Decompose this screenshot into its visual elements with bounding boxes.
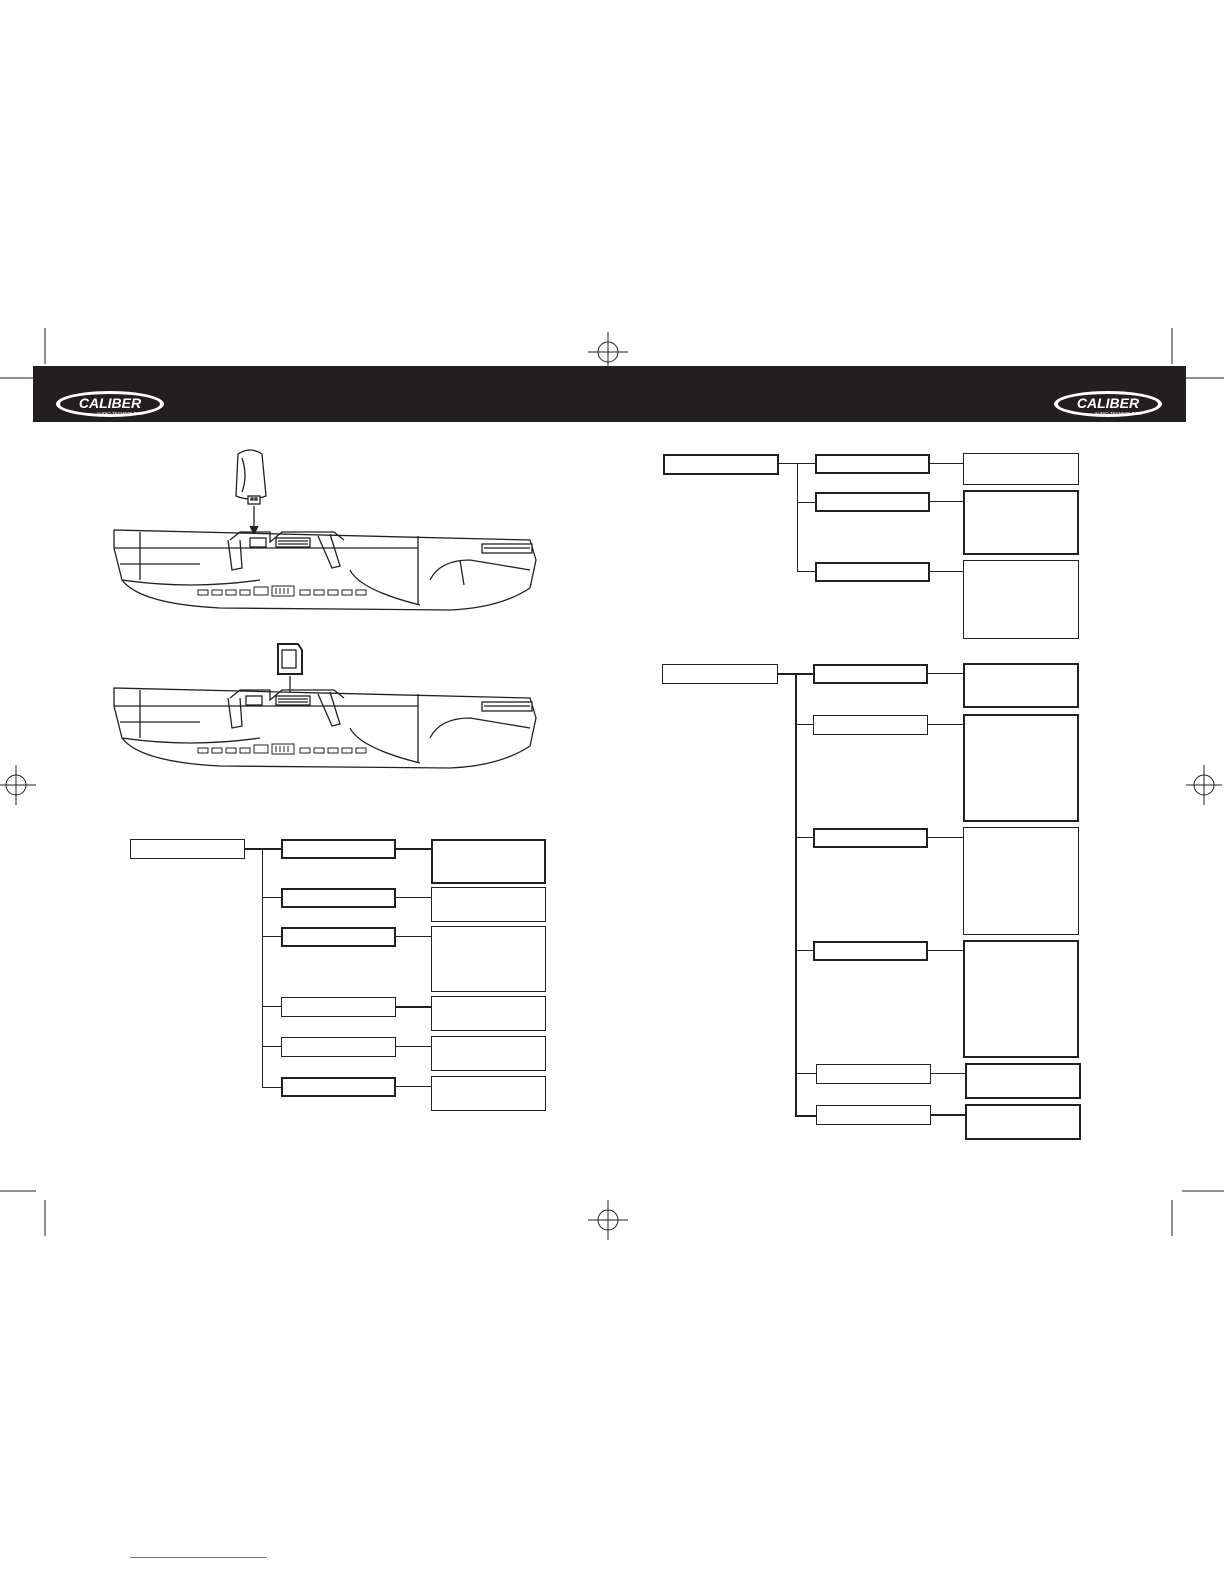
tree-branch-box [813,664,928,684]
tree-leaf-box [431,996,546,1031]
tree-leaf-box [431,1036,546,1071]
logo-tagline: AUDIO TECHNOLOGY [1094,411,1142,416]
tree-leaf-box [963,940,1079,1058]
connector [795,724,814,725]
connector [795,1115,817,1117]
connector [930,463,964,464]
connector [262,936,282,937]
tree-leaf-box [431,839,546,884]
connector [262,848,263,1088]
right-logo [1052,389,1164,419]
connector [795,837,814,838]
crop-crosshair-icon [0,765,40,805]
logo-tagline: AUDIO TECHNOLOGY [96,411,144,416]
crop-crosshair-icon [1182,765,1222,805]
tree-leaf-box [963,560,1079,639]
tree-leaf-box [965,1063,1081,1099]
tree-leaf-box [431,926,546,992]
connector [795,950,814,951]
tree-leaf-box [963,663,1079,708]
connector [262,1006,282,1007]
connector [928,950,964,951]
connector [931,1073,966,1074]
tree-leaf-box [431,1076,546,1111]
connector [396,848,432,850]
connector [396,1086,432,1087]
logo-brand: CALIBER [1076,395,1140,411]
connector [262,1046,282,1047]
connector [262,897,282,898]
connector [795,673,797,1117]
connector [396,897,432,898]
usb-insert-illustration [100,440,550,620]
tree-branch-box [281,888,396,908]
tree-branch-box [281,1037,396,1057]
connector [930,501,964,502]
tree-leaf-box [965,1104,1081,1140]
tree-branch-box [815,562,930,582]
connector [262,1087,282,1088]
tree-branch-box [813,715,928,735]
tree-root-box [662,664,778,684]
logo-brand: CALIBER [78,395,142,411]
tree-branch-box [281,997,396,1017]
connector [396,936,432,937]
tree-leaf-box [963,714,1079,822]
connector [797,571,816,572]
connector [778,673,816,675]
tree-leaf-box [431,887,546,922]
tree-branch-box [281,927,396,947]
connector [930,571,964,572]
sd-insert-illustration [100,640,550,780]
tree-branch-box [281,1077,396,1097]
tree-branch-box [816,1105,931,1125]
connector [797,502,816,503]
connector [797,463,798,572]
connector [396,1046,432,1047]
tree-leaf-box [963,453,1079,485]
tree-root-box [130,839,245,859]
connector [928,837,964,838]
connector [245,848,282,850]
header-bar [33,366,1186,422]
tree-branch-box [815,492,930,512]
connector [928,673,964,674]
usb-stick-icon [236,450,266,534]
connector [396,1006,432,1008]
left-logo [54,389,166,419]
connector [931,1114,966,1116]
crop-crosshair-icon [588,1200,628,1240]
tree-branch-box [815,454,930,474]
tree-branch-box [813,828,928,848]
connector [795,1073,817,1074]
bottom-rule [130,1557,267,1558]
tree-branch-box [813,941,928,961]
tree-branch-box [281,839,396,859]
tree-leaf-box [963,490,1079,555]
tree-branch-box [816,1064,931,1084]
tree-root-box [663,454,779,475]
tree-leaf-box [963,827,1079,935]
connector [928,724,964,725]
